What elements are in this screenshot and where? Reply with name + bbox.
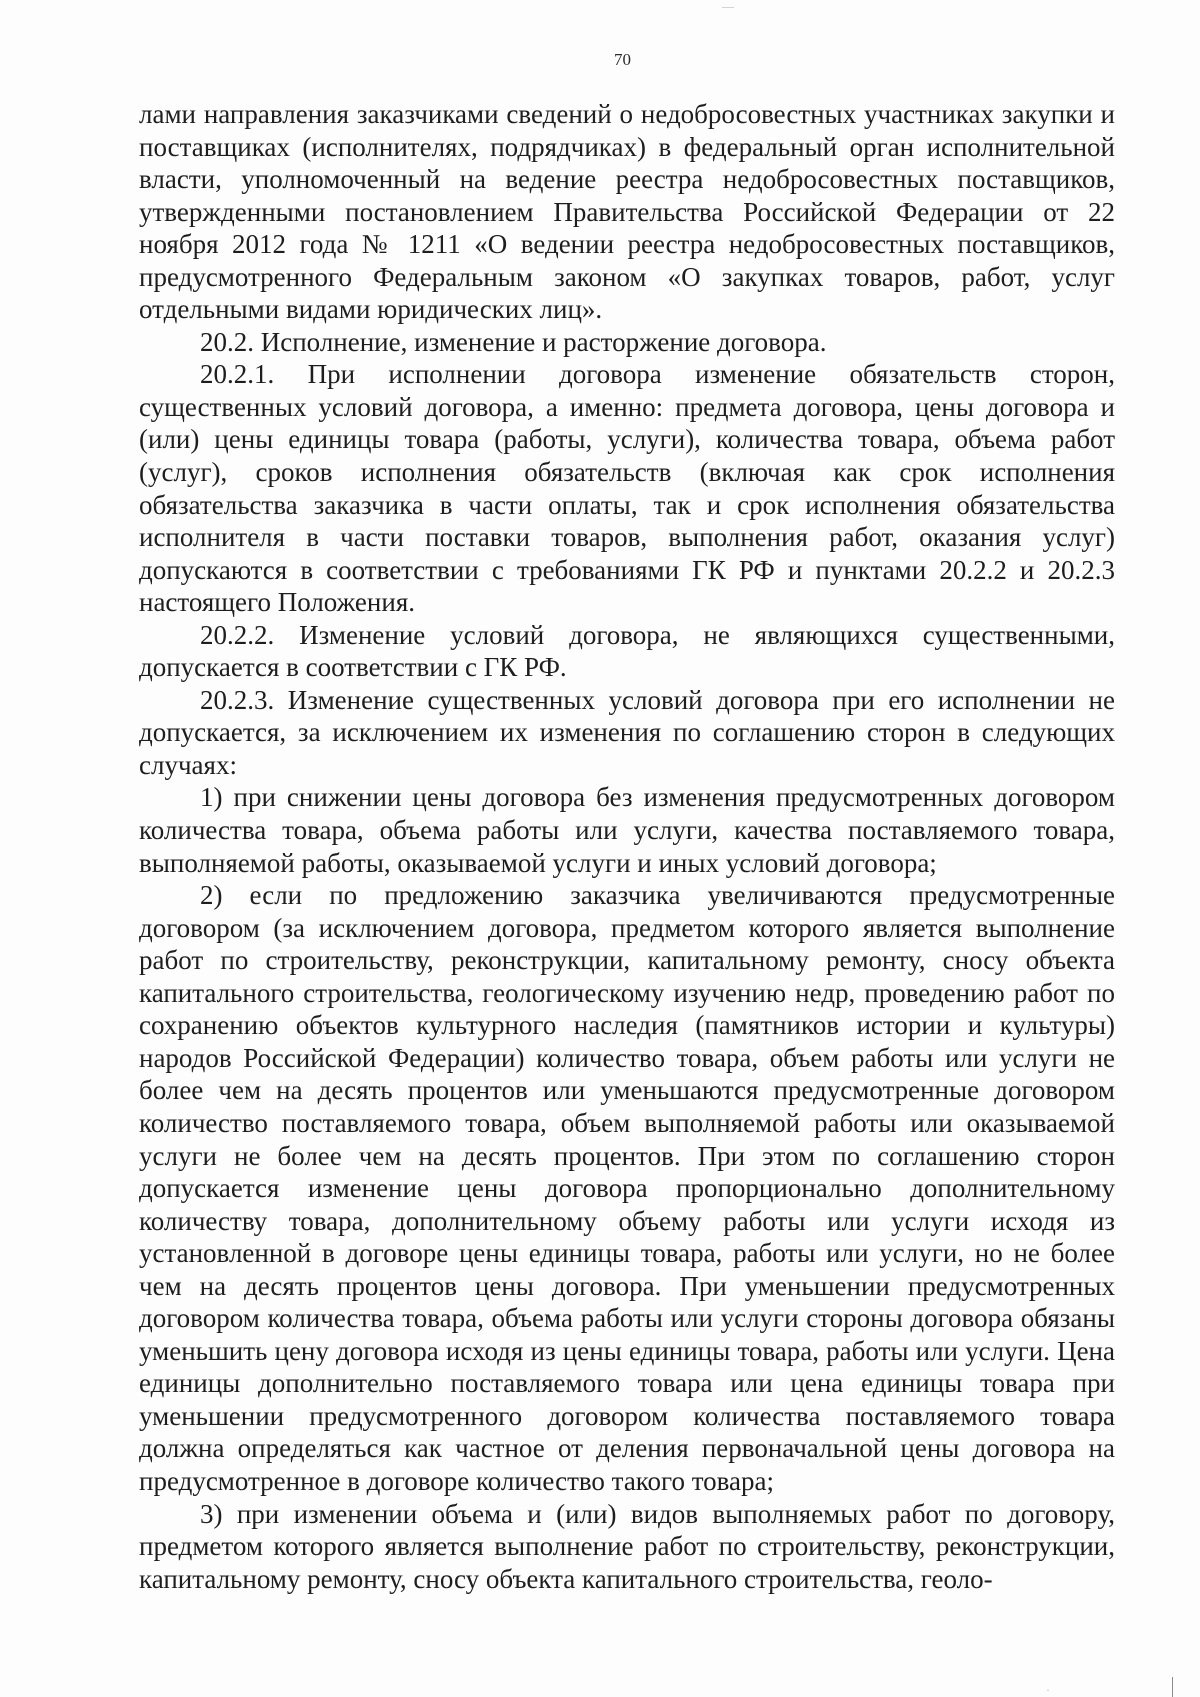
paragraph-list-item-2: 2) если по предложению заказчика увеличиваются предусмотренные договором (за исключением договора, предметом которого является выполнение работ по строительству, реконструкции, капитальному ремонту, сносу объекта капитального строительства, геологическому изучению недр, проведению работ по сохранению объектов культурного наследия (памятников истории и культуры) народов Российской Федерации) количество товара, объем работы или услуги не более чем на десять процентов или уменьшаются предусмотренные договором количество поставляемого товара, объем выполняемой работы или оказываемой услуги не более чем на десять процентов. При этом по соглашению сторон допускается изменение цены договора пропорционально дополнительному количеству товара, дополнительному объему работы или услуги исходя из установленной в договоре цены единицы товара, работы или услуги, но не более чем на десять процентов цены договора. При уменьшении предусмотренных договором количества товара, объема работы или услуги стороны договора обязаны уменьшить цену договора исходя из цены единицы товара, работы или услуги. Цена единицы дополнительно поставляемого товара или цена единицы товара при уменьшении предусмотренного договором количества поставляемого товара должна определяться как частное от деления первоначальной цены договора на предусмотренное в договоре количество такого товара; <box>139 880 1115 1496</box>
scan-edge-line <box>1172 1677 1173 1697</box>
document-body <box>139 98 1115 1595</box>
paragraph-continuation: лами направления заказчиками сведений о недобросовестных участниках закупки и поставщиках (исполнителях, подрядчиках) в федеральный орган исполнительной власти, уполномоченный на ведение реестра недобросовестных поставщиков, утвержденными постановлением Правительства Российской Федерации от 22 ноября 2012 года № 1211 «О ведении реестра недобросовестных поставщиков, предусмотренного Федеральным законом «О закупках товаров, работ, услуг отдельными видами юридических лиц». <box>139 99 1115 325</box>
paragraph-section-20-2-1: 20.2.1. При исполнении договора изменение обязательств сторон, существенных условий договора, а именно: предмета договора, цены договора и (или) цены единицы товара (работы, услуги), количества товара, объема работ (услуг), сроков исполнения обязательств (включая как срок исполнения обязательства заказчика в части оплаты, так и срок исполнения обязательства исполнителя в части поставки товаров, выполнения работ, оказания услуг) допускаются в соответствии с требованиями ГК РФ и пунктами 20.2.2 и 20.2.3 настоящего Положения. <box>139 359 1115 618</box>
paragraph-list-item-1: 1) при снижении цены договора без изменения предусмотренных договором количества товара, объема работы или услуги, качества поставляемого товара, выполняемой работы, оказываемой услуги и иных условий договора; <box>139 782 1115 878</box>
page-number: 70 <box>614 50 631 69</box>
scan-artifact-top: — <box>722 0 734 13</box>
paragraph-section-20-2-3: 20.2.3. Изменение существенных условий договора при его исполнении не допускается, за исключением их изменения по соглашению сторон в следующих случаях: <box>139 684 1115 780</box>
paragraph-section-20-2-2: 20.2.2. Изменение условий договора, не являющихся существенными, допускается в соответствии с ГК РФ. <box>139 619 1115 683</box>
paragraph-section-20-2: 20.2. Исполнение, изменение и расторжение договора. <box>200 326 827 357</box>
paragraph-list-item-3: 3) при изменении объема и (или) видов выполняемых работ по договору, предметом которого является выполнение работ по строительству, реконструкции, капитальному ремонту, сносу объекта капитального строительства, геоло- <box>139 1498 1115 1594</box>
scan-artifact-bottom: · <box>1046 1683 1052 1697</box>
